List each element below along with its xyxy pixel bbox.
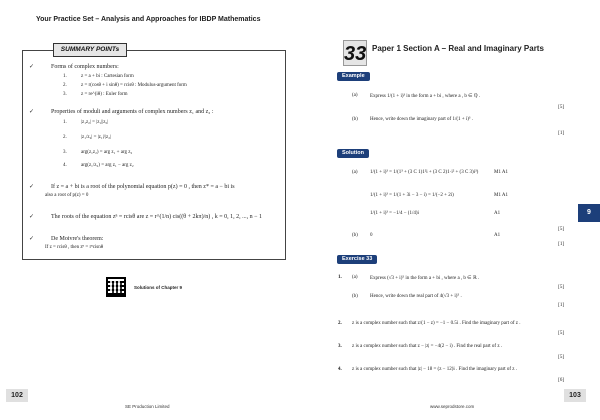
check-icon: ✓ (29, 183, 35, 190)
summary-tab: SUMMARY POINTs (53, 43, 127, 57)
form-line: 3. z = re^(iθ) : Euler form (63, 92, 128, 97)
running-header: Your Practice Set – Analysis and Approaches for IBDP Mathematics (36, 16, 261, 23)
mark: [5] (558, 227, 564, 232)
check-icon: ✓ (29, 213, 35, 220)
method-marks: A1 (494, 233, 501, 238)
solution-step: 1/(1 + i)³ = −1/4 − (1/4)i (370, 211, 419, 216)
example-label: (b) (352, 117, 358, 122)
mark: [1] (558, 303, 564, 308)
property-line: 1. |z₁z₂| = |z₁||z₂| (63, 120, 109, 125)
solution-label: (a) (352, 170, 358, 175)
summary-text: If z = a + bi is a root of the polynomial equation p(z) = 0 , then z* = a − bi is (51, 184, 235, 190)
solution-step: 0 (370, 233, 373, 238)
method-marks: M1 A1 (494, 193, 509, 198)
solution-step: 1/(1 + i)³ = 1/(1³ + (3 C 1)1²i + (3 C 2)1·i² + (3 C 3)i³) (370, 170, 479, 175)
publisher: SE Production Limited (125, 404, 170, 409)
property-line: 2. |z₁/z₂| = |z₁|/|z₂| (63, 135, 111, 140)
exercise-question: Express (√3 + i)⁵ in the form a + bi , where a , b ∈ ℝ . (370, 276, 480, 281)
mark: [5] (558, 105, 564, 110)
method-marks: M1 A1 (494, 170, 509, 175)
mark: [1] (558, 242, 564, 247)
solution-label: (b) (352, 233, 358, 238)
exercise-label: (a) (352, 275, 358, 280)
exercise-question: z is a complex number such that z/(1 − z) = −1 − 0.5i . Find the imaginary part of z . (352, 321, 521, 326)
form-line: 2. z = r(cosθ + i sinθ) = rcisθ : Modulus-argument form (63, 83, 187, 88)
mark: [5] (558, 285, 564, 290)
check-icon: ✓ (29, 63, 35, 70)
page-number-left: 102 (6, 389, 28, 402)
example-tag: Example (337, 72, 370, 81)
summary-text: Properties of moduli and arguments of complex numbers z₁ and z₂ : (51, 109, 214, 115)
website-link[interactable]: www.seprodstore.com (430, 404, 475, 409)
mark: [5] (558, 355, 564, 360)
summary-text: De Moivre's theorem: (51, 236, 104, 242)
mark: [1] (558, 131, 564, 136)
property-line: 4. arg(z₁/z₂) = arg z₁ − arg z₂ (63, 163, 134, 168)
exercise-tag: Exercise 33 (337, 255, 377, 264)
summary-box (22, 46, 286, 260)
check-icon: ✓ (29, 108, 35, 115)
section-title: Paper 1 Section A – Real and Imaginary Parts (372, 44, 544, 53)
summary-text: The roots of the equation zⁿ = rcisθ are z = r^(1/n) cis((θ + 2kπ)/n) , k = 0, 1, 2, ..., n − 1 (51, 214, 263, 220)
property-line: 3. arg(z₁z₂) = arg z₁ + arg z₂ (63, 150, 133, 155)
exercise-question: z is a complex number such that z − |z| = −4(2 − i) . Find the real part of z . (352, 344, 503, 349)
summary-text-cont: also a root of p(z) = 0 (45, 193, 89, 198)
example-label: (a) (352, 93, 358, 98)
exercise-question: z is a complex number such that |z| − 18 = (z − 12)i . Find the imaginary part of z . (352, 367, 518, 372)
exercise-label: (b) (352, 294, 358, 299)
exercise-number: 4. (338, 367, 342, 372)
qr-label: Solutions of Chapter 9 (134, 285, 183, 290)
exercise-number: 2. (338, 321, 342, 326)
section-number: 33 (343, 40, 367, 66)
solution-tag: Solution (337, 149, 369, 158)
check-icon: ✓ (29, 235, 35, 242)
exercise-number: 3. (338, 344, 342, 349)
example-question: Hence, write down the imaginary part of 1/(1 + i)³ . (370, 117, 473, 122)
example-question: Express 1/(1 + i)³ in the form a + bi , where a , b ∈ ℚ . (370, 94, 481, 99)
mark: [6] (558, 378, 564, 383)
demoivre-formula: If z = rcisθ , then zⁿ = rⁿcisnθ (45, 245, 104, 250)
form-line: 1. z = a + bi : Cartesian form (63, 74, 134, 79)
mark: [5] (558, 331, 564, 336)
chapter-side-tab: 9 (578, 204, 600, 222)
page-number-right: 103 (564, 389, 586, 402)
exercise-number: 1. (338, 275, 342, 280)
summary-text: Forms of complex numbers: (51, 64, 119, 70)
exercise-question: Hence, write down the real part of 4(√3 + i)⁵ . (370, 294, 462, 299)
method-marks: A1 (494, 211, 501, 216)
qr-code-icon[interactable] (106, 277, 126, 297)
solution-step: 1/(1 + i)³ = 1/(1 + 3i − 3 − i) = 1/(−2 + 2i) (370, 193, 454, 198)
